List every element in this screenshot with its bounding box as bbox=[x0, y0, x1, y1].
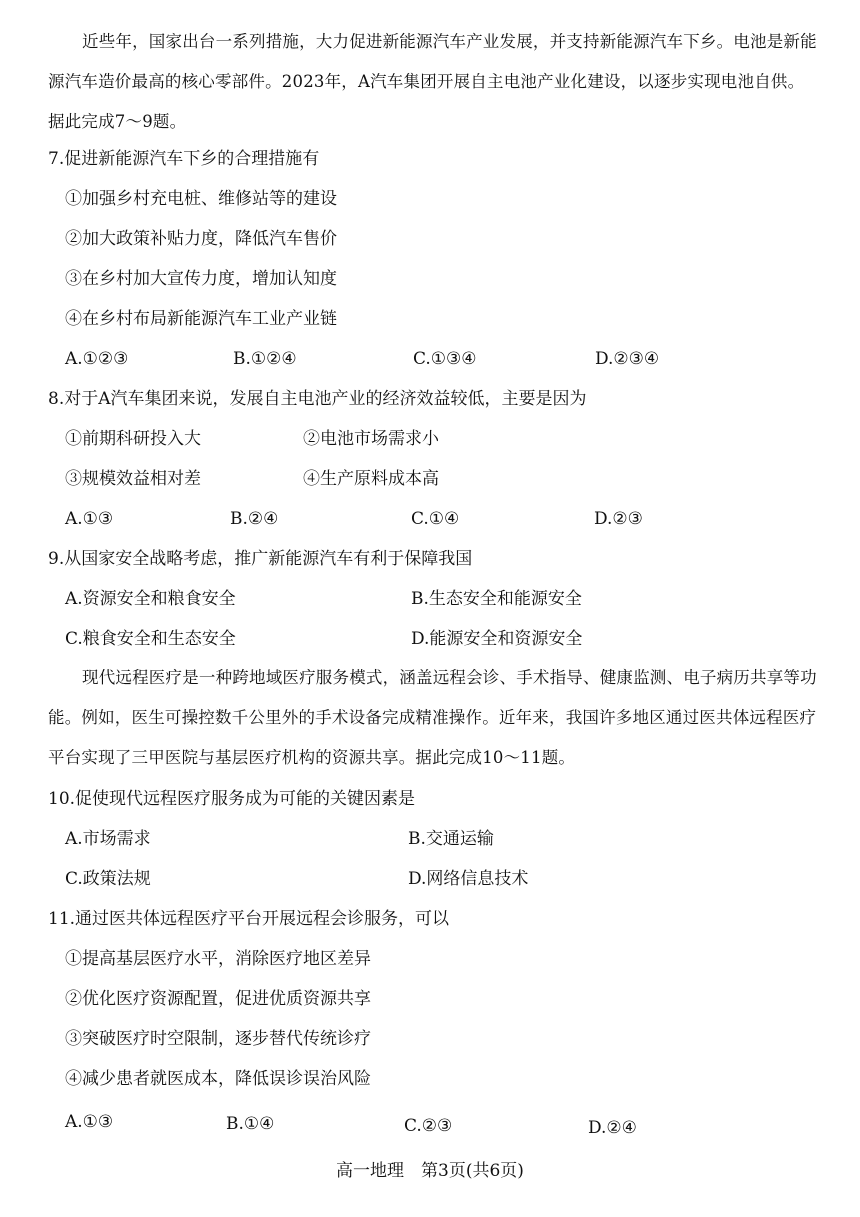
question-9-option-d: D.能源安全和资源安全 bbox=[411, 629, 583, 649]
question-8-option-b: B.②④ bbox=[230, 509, 279, 529]
passage-1 bbox=[48, 22, 818, 142]
question-8-item-3: ③规模效益相对差 bbox=[65, 469, 201, 489]
question-11-stem: 11.通过医共体远程医疗平台开展远程会诊服务，可以 bbox=[48, 909, 450, 929]
passage-1-text: 近些年，国家出台一系列措施，大力促进新能源汽车产业发展，并支持新能源汽车下乡。电池是新能源汽车造价最高的核心零部件。2023年，A汽车集团开展自主电池产业化建设，以逐步实现电池自供。据此完成7～9题。 bbox=[48, 32, 817, 131]
question-8-option-a: A.①③ bbox=[65, 509, 114, 529]
question-9-option-b: B.生态安全和能源安全 bbox=[411, 589, 582, 609]
question-7-item-3: ③在乡村加大宣传力度，增加认知度 bbox=[65, 269, 337, 289]
question-7-option-d: D.②③④ bbox=[595, 349, 660, 369]
question-10-option-a: A.市场需求 bbox=[65, 829, 151, 849]
passage-2-text: 现代远程医疗是一种跨地域医疗服务模式，涵盖远程会诊、手术指导、健康监测、电子病历共享等功能。例如，医生可操控数千公里外的手术设备完成精准操作。近年来，我国许多地区通过医共体远程医疗平台实现了三甲医院与基层医疗机构的资源共享。据此完成10～11题。 bbox=[48, 668, 817, 767]
question-7-item-2: ②加大政策补贴力度，降低汽车售价 bbox=[65, 229, 337, 249]
question-8-item-1: ①前期科研投入大 bbox=[65, 429, 201, 449]
question-11-item-2: ②优化医疗资源配置，促进优质资源共享 bbox=[65, 989, 371, 1009]
question-7-item-1: ①加强乡村充电桩、维修站等的建设 bbox=[65, 189, 337, 209]
question-7-stem: 7.促进新能源汽车下乡的合理措施有 bbox=[48, 149, 320, 169]
question-7-option-a: A.①②③ bbox=[65, 349, 129, 369]
question-9-stem: 9.从国家安全战略考虑，推广新能源汽车有利于保障我国 bbox=[48, 549, 473, 569]
question-9-option-a: A.资源安全和粮食安全 bbox=[65, 589, 236, 609]
question-8-option-d: D.②③ bbox=[594, 509, 643, 529]
question-8-item-4: ④生产原料成本高 bbox=[303, 469, 439, 489]
question-11-item-4: ④减少患者就医成本，降低误诊误治风险 bbox=[65, 1069, 371, 1089]
passage-2 bbox=[48, 658, 818, 778]
question-11-option-d: D.②④ bbox=[588, 1118, 637, 1138]
question-10-option-d: D.网络信息技术 bbox=[408, 869, 529, 889]
question-11-option-b: B.①④ bbox=[226, 1114, 275, 1134]
question-11-option-a: A.①③ bbox=[65, 1112, 114, 1132]
question-11-item-3: ③突破医疗时空限制，逐步替代传统诊疗 bbox=[65, 1029, 371, 1049]
question-10-option-b: B.交通运输 bbox=[408, 829, 494, 849]
page-footer: 高一地理 第3页(共6页) bbox=[336, 1161, 524, 1181]
question-9-option-c: C.粮食安全和生态安全 bbox=[65, 629, 236, 649]
question-10-stem: 10.促使现代远程医疗服务成为可能的关键因素是 bbox=[48, 789, 416, 809]
question-7-option-b: B.①②④ bbox=[233, 349, 297, 369]
question-11-option-c: C.②③ bbox=[404, 1116, 453, 1136]
question-8-option-c: C.①④ bbox=[411, 509, 460, 529]
question-7-item-4: ④在乡村布局新能源汽车工业产业链 bbox=[65, 309, 337, 329]
question-11-item-1: ①提高基层医疗水平，消除医疗地区差异 bbox=[65, 949, 371, 969]
question-7-option-c: C.①③④ bbox=[413, 349, 477, 369]
question-8-stem: 8.对于A汽车集团来说，发展自主电池产业的经济效益较低，主要是因为 bbox=[48, 389, 587, 409]
question-10-option-c: C.政策法规 bbox=[65, 869, 151, 889]
question-8-item-2: ②电池市场需求小 bbox=[303, 429, 439, 449]
